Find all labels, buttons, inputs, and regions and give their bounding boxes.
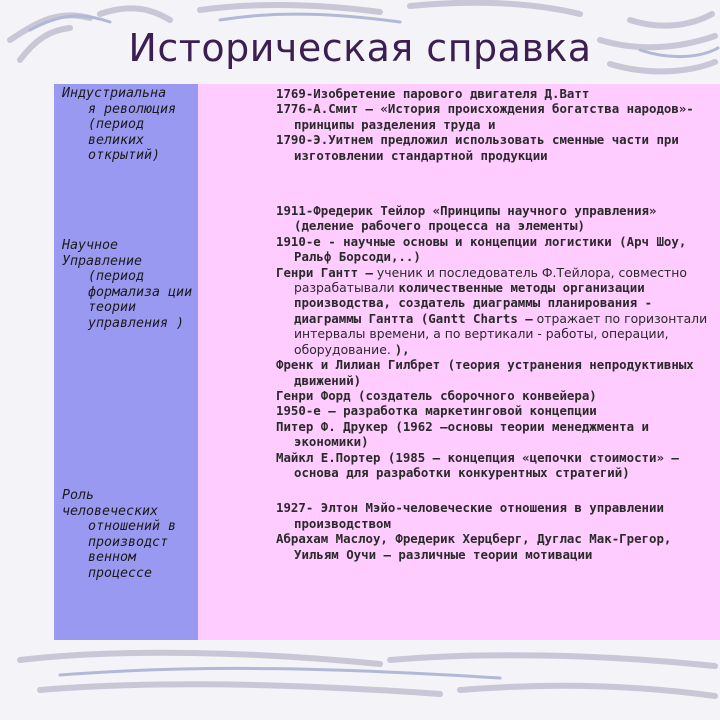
event-gantt (276, 265, 720, 357)
category-heading: Индустриальна (62, 86, 167, 101)
category-heading: Научное Управление (62, 238, 143, 269)
event-logistics: 1910-е - научные основы и концепции логистики (Арч Шоу, Ральф Борсоди,..) (276, 233, 687, 265)
category-heading: Роль человеческих (62, 488, 159, 519)
event-motivation: Абрахам Маслоу, Фредерик Херцберг, Дуглас Мак-Грегор, Уильям Оучи – различные теории мотивации (276, 531, 672, 562)
category-detail: я революция (период великих открытий) (88, 101, 177, 164)
event-drucker: Питер Ф. Друкер (1962 –основы теории менеджмента и экономики) (276, 418, 649, 450)
event-marketing: 1950-е – разработка маркетинговой концепции (276, 403, 597, 419)
gantt-description: отражает по горизонтали интервалы времени, а по вертикали - работы, операции, оборудование. (294, 310, 708, 357)
category-industrial-revolution (62, 86, 196, 164)
gantt-methods: количественные методы организации производства, создатель диаграммы планирования - диаграммы Гантта (Gantt Charts – (294, 280, 653, 326)
event-whitney: 1790-Э.Уитнем предложил использовать сменные части при изготовлении стандартной продукции (276, 132, 679, 163)
event-taylor: 1911-Фредерик Тейлор «Принципы научного управления» (деление рабочего процесса на элементы) (276, 203, 657, 234)
categories-panel (54, 84, 198, 640)
gantt-end: ), (394, 341, 410, 357)
gantt-text: ученик и последователь Ф.Тейлора, совместно разрабатывали (294, 264, 687, 296)
category-scientific-management (62, 238, 196, 332)
event-watt: 1769-Изобретение парового двигателя Д.Ватт (276, 86, 590, 101)
events-list (276, 86, 720, 562)
category-human-relations (62, 488, 196, 582)
category-detail: отношений в производст венном процессе (88, 519, 177, 581)
spacer (276, 480, 720, 500)
event-smith: 1776-А.Смит – «История происхождения богатства народов»-принципы разделения труда и (276, 101, 694, 132)
category-detail: (период формализа ции теории управления ) (88, 269, 193, 331)
event-porter: Майкл Е.Портер (1985 – концепция «цепочки стоимости» – основа для разработки конкурентных стратегий) (276, 449, 679, 480)
spacer (276, 163, 720, 203)
event-gilbreth: Френк и Лилиан Гилбрет (теория устранения непродуктивных движений) (276, 357, 694, 388)
event-ford: Генри Форд (создатель сборочного конвейера) (276, 387, 597, 403)
page-title: Историческая справка (128, 26, 592, 70)
event-mayo: 1927- Элтон Мэйо-человеческие отношения в управлении производством (276, 500, 664, 531)
gantt-name: Генри Гантт – (276, 264, 373, 280)
